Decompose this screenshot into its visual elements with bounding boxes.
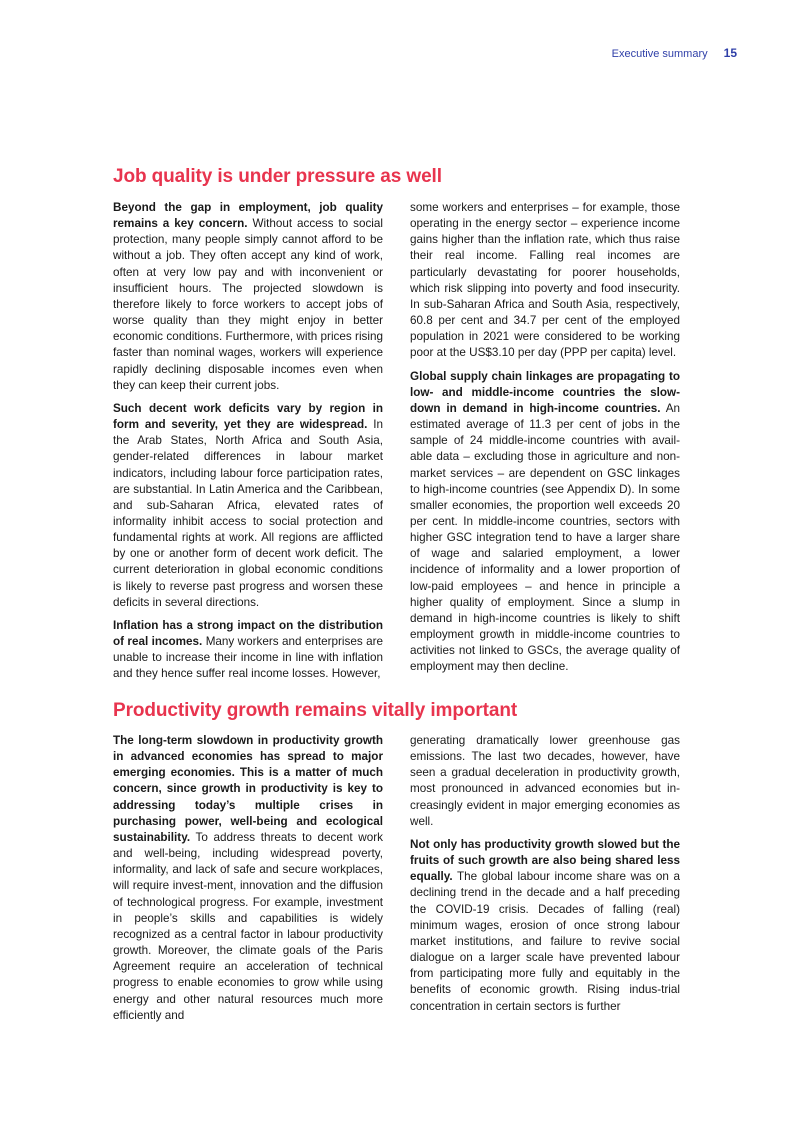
paragraph-lead: Inflation has a strong impact on the distribution of real incomes. bbox=[113, 618, 383, 649]
header-section-title: Executive summary bbox=[611, 48, 708, 60]
paragraph bbox=[113, 200, 383, 394]
paragraph bbox=[410, 369, 680, 676]
paragraph bbox=[113, 618, 383, 683]
section-heading-productivity: Productivity growth remains vitally important bbox=[113, 700, 518, 721]
running-header bbox=[612, 46, 737, 60]
section2-left-column bbox=[113, 733, 383, 1031]
paragraph-lead: Not only has productivity growth slowed but the fruits of such growth are also being shared less equally. bbox=[410, 837, 680, 884]
paragraph-body: generating dramatically lower greenhouse gas emissions. The last two decades, however, have seen a gradual deceleration in productivity growth, most pronounced in advanced economies but in-creasingly evident in major emerging economies as well. bbox=[410, 734, 680, 828]
paragraph-body: Many workers and enterprises are unable to increase their income in line with inflation and they hence suffer real income losses. However, bbox=[113, 635, 383, 681]
paragraph-body: To address threats to decent work and well-being, including widespread poverty, informality, and lack of safe and secure workplaces, will require invest-ment, innovation and the diffusion of technological progress. For example, investment in people’s skills and capabilities is widely recognized as a central factor in labour productivity growth. Moreover, the climate goals of the Paris Agreement require an acceleration of technical progress to enable economies to grow while using energy and other natural resources much more efficiently and bbox=[113, 830, 383, 1022]
paragraph-lead: Global supply chain linkages are propagating to low- and middle-income countries the slow-down in demand in high-income countries. bbox=[410, 369, 680, 415]
section2-right-column bbox=[410, 733, 680, 1022]
paragraph-body: Without access to social protection, many people simply cannot afford to be without a job. They often accept any kind of work, often at very low pay and with inconvenient or insufficient hours. The projected slowdown is therefore likely to force workers to accept jobs of worse quality than they might enjoy in better economic conditions. Furthermore, with prices rising faster than nominal wages, workers will experience rapidly declining disposable incomes even when they can keep their current jobs. bbox=[113, 217, 383, 392]
paragraph-body: some workers and enterprises – for example, those operating in the energy sector – experience income gains higher than the inflation rate, which thus raise their real income. Falling real incomes are particularly devastating for poorer households, which risk slipping into poverty and food insecurity. In sub-Saharan Africa and South Asia, respectively, 60.8 per cent and 34.7 per cent of the employed population in 2021 were considered to be working poor at the US$3.10 per day (PPP per capita) level. bbox=[410, 201, 680, 360]
paragraph-lead: The long-term slowdown in productivity growth in advanced economies has spread to major emerging economies. This is a matter of much concern, since growth in productivity is key to addressing today’s multiple crises in purchasing power, well-being and ecological sustainability. bbox=[113, 734, 383, 844]
paragraph-lead: Beyond the gap in employment, job quality remains a key concern. bbox=[113, 201, 383, 231]
paragraph bbox=[113, 733, 383, 1024]
paragraph-body: An estimated average of 11.3 per cent of jobs in the sample of 24 middle-income countries with avail-able data – excluding those in agriculture and non-market services – are dependent on GSC linkages to high-income countries (see Appendix D). In some smaller economies, the proportion well exceeds 20 per cent. In middle-income countries, sectors with higher GSC integration tend to have a larger share of wage and salaried employment, a lower incidence of informality and a lower proportion of low-paid employees – and hence in principle a higher quality of employment. Since a slump in demand in high-income countries is likely to shift employment growth in middle-income countries to activities not linked to GSCs, the average quality of employment may then decline. bbox=[410, 401, 681, 674]
paragraph bbox=[410, 200, 680, 362]
paragraph-lead: Such decent work deficits vary by region in form and severity, yet they are widespread. bbox=[113, 401, 383, 432]
section1-left-column bbox=[113, 200, 383, 690]
page-number: 15 bbox=[723, 46, 737, 60]
paragraph bbox=[113, 401, 383, 611]
section1-right-column bbox=[410, 200, 680, 683]
paragraph-body: In the Arab States, North Africa and South Asia, gender-related differences in labour market indicators, including labour force participation rates, are substantial. In Latin America and the Caribbean, and sub-Saharan Africa, elevated rates of informality inhibit access to social protection and fundamental rights at work. All regions are afflicted by one or another form of decent work deficit. The current deterioration in global economic conditions is likely to reverse past progress and worsen these deficits in several directions. bbox=[113, 418, 383, 609]
paragraph bbox=[410, 837, 680, 1015]
paragraph-body: The global labour income share was on a declining trend in the decade and a half preceding the COVID-19 crisis. Decades of falling (real) minimum wages, erosion of once strong labour market institutions, and failure to revive social dialogue on a larger scale have prevented labour from participating more fully and equitably in the benefits of economic growth. Rising indus-trial concentration in certain sectors is further bbox=[410, 870, 680, 1013]
section-heading-job-quality: Job quality is under pressure as well bbox=[113, 166, 442, 187]
paragraph bbox=[410, 733, 680, 830]
